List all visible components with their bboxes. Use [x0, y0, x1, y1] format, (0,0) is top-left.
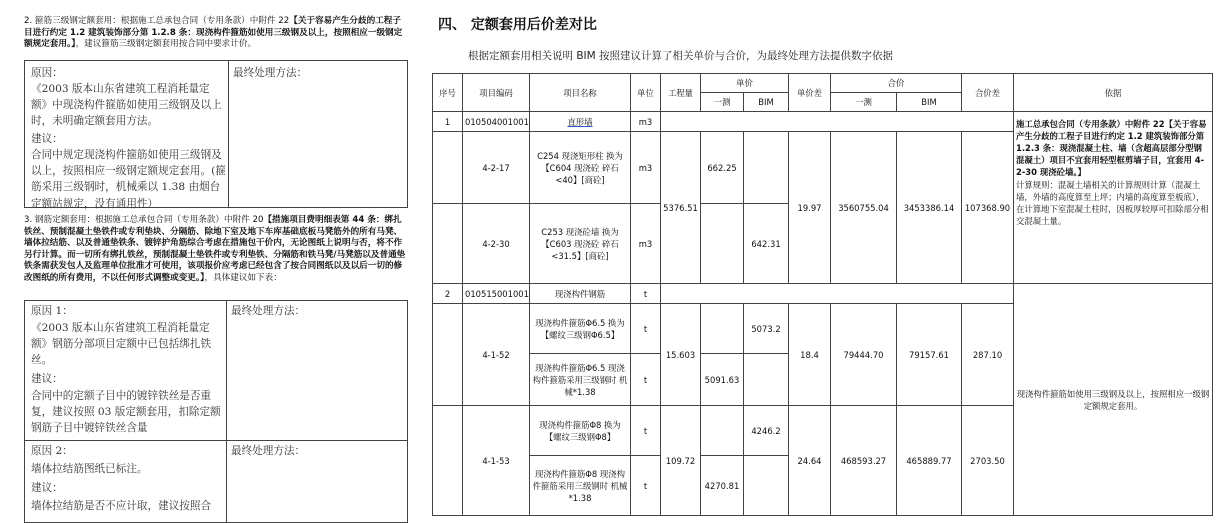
cell-unit-diff: 18.4 — [789, 304, 831, 406]
box2-reason2-text: 墙体拉结筋图纸已标注。 — [31, 463, 148, 475]
cell-name: 现浇构件箍筋Φ8 现浇构件箍筋采用三级钢时 机械*1.38 — [530, 456, 631, 516]
header-unit-price-side2: BIM — [744, 93, 789, 112]
cell-total-side1: 79444.70 — [831, 304, 897, 406]
header-code: 项目编码 — [463, 74, 530, 112]
header-basis: 依据 — [1014, 74, 1213, 112]
header-unit-diff: 单价差 — [789, 74, 831, 112]
cell-unit: m3 — [631, 132, 661, 204]
cell-total-diff: 2703.50 — [962, 406, 1014, 516]
cell-empty — [661, 112, 1014, 132]
box2-final-label-2: 最终处理方法： — [231, 445, 306, 457]
cell-code: 4-1-53 — [463, 406, 530, 516]
table-row — [433, 284, 1213, 304]
box1-final-label: 最终处理方法： — [233, 67, 308, 79]
cell-price-side2: 642.31 — [744, 204, 789, 284]
table-row — [433, 112, 1213, 132]
cell-total-side1: 468593.27 — [831, 406, 897, 516]
header-total-price-side1: 一测 — [831, 93, 897, 112]
cell-unit-diff: 24.64 — [789, 406, 831, 516]
right-page — [432, 0, 1229, 523]
cell-name: C253 现浇砼墙 换为【C603 现浇砼 碎石<31.5】[商砼] — [530, 204, 631, 284]
cell-seq: 1 — [433, 112, 463, 132]
section-heading: 四、 定额套用后价差对比 — [438, 17, 597, 33]
cell-code: 4-2-17 — [463, 132, 530, 204]
cell-code: 4-1-52 — [463, 304, 530, 406]
header-total-price: 合价 — [831, 74, 962, 93]
cell-qty: 109.72 — [661, 406, 701, 516]
cell-unit-diff: 19.97 — [789, 132, 831, 284]
price-comparison-table — [432, 73, 1213, 516]
box2-suggest1-text: 合同中的定额子目中的镀锌铁丝是否重复，建议按照 03 版定额套用，扣除定额钢筋子目中镀锌铁丝含量 — [31, 390, 221, 435]
item3-paragraph: 3. 钢筋定额套用：根据施工总承包合同（专用条款）中附件 20【措施项目费明细表第 44 条：绑扎铁丝、预制混凝土垫铁件或专利垫块、分隔筋、除地下室及地下车库基础底板马凳筋外的所有马凳、墙体拉结筋、以及普通垫铁条、镀锌护角筋综合考虑在措施包干价内，无论图纸上说明与否，将不作另行计算。而一切所有绑扎铁丝，预制混凝土垫铁件或专利垫铁、分隔筋和铁马凳/马凳筋以及普通垫铁条需获发包人及监理单位批准才可使用，该项报价应考虑已经包含了按合同图纸以及以后一切的修改图纸的所有费用，不以任何形式调整或变更。】，具体建议如下表： — [24, 215, 406, 283]
cell-unit: m3 — [631, 112, 661, 132]
box2-final-label: 最终处理方法： — [231, 305, 306, 317]
header-total-diff: 合价差 — [962, 74, 1014, 112]
cell-name: 直形墙 — [530, 112, 631, 132]
cell-qty: 15.603 — [661, 304, 701, 406]
cell-price-side2: 4246.2 — [744, 406, 789, 456]
header-unit: 单位 — [631, 74, 661, 112]
left-page — [0, 0, 420, 523]
cell-total-side2: 3453386.14 — [897, 132, 962, 284]
cell-total-side1: 3560755.04 — [831, 132, 897, 284]
cell-code: 010504001001 — [463, 112, 530, 132]
cell-name: 现浇构件箍筋Φ6.5 换为【螺纹三级钢Φ6.5】 — [530, 304, 631, 354]
box2-reason1-text: 《2003 版本山东省建筑工程消耗量定额》钢筋分部项目定额中已包括绑扎铁丝。 — [31, 322, 212, 367]
cell-unit: t — [631, 354, 661, 406]
cell-unit: t — [631, 456, 661, 516]
header-total-price-side2: BIM — [897, 93, 962, 112]
box2-reason1-label: 原因 1： — [31, 305, 73, 317]
cell-qty: 5376.51 — [661, 132, 701, 284]
cell-basis-2: 现浇构件箍筋如使用三级钢及以上，按照相应一级钢定额规定套用。 — [1014, 284, 1213, 516]
cell-total-diff: 287.10 — [962, 304, 1014, 406]
box1-reason-text: 《2003 版本山东省建筑工程消耗量定额》中现浇构件箍筋如使用三级钢及以上时，未明确定额套用方法。 — [31, 83, 222, 128]
header-unit-price: 单价 — [701, 74, 789, 93]
cell-seq: 2 — [433, 284, 463, 304]
cell-name: C254 现浇矩形柱 换为【C604 现浇砼 碎石<40】[商砼] — [530, 132, 631, 204]
cell-basis-1: 施工总承包合同（专用条款）中附件 22【关于容易产生分歧的工程子目进行约定 1.2 建筑装饰部分第 1.2.3 条：现浇混凝土柱、墙（含超高层部分型钢混凝土）项目不宜套用轻型框剪墙子目，宜套用 4-2-30 现浇砼墙。】 计算规则：混凝土墙相关的计算规则计算（混凝土墙，外墙的高度算至上坪；内墙的高度算至板底），在计算地下室混凝土柱时，因板厚较厚可扣除部分相交混凝土量。 — [1014, 112, 1213, 284]
header-qty: 工程量 — [661, 74, 701, 112]
cell-code: 010515001001 — [463, 284, 530, 304]
box1-suggest-label: 建议： — [31, 133, 63, 145]
box2-suggest-label: 建议： — [31, 373, 63, 385]
item2-paragraph: 2. 箍筋三级钢定额套用：根据施工总承包合同（专用条款）中附件 22【关于容易产生分歧的工程子目进行约定 1.2 建筑装饰部分第 1.2.8 条：现浇构件箍筋如使用三级钢及以上，按照相应一级钢定额规定套用。】，建议箍筋三级钢定额套用按合同中要求计价。 — [24, 16, 403, 50]
box2-reason2-label: 原因 2： — [31, 445, 73, 457]
box1-suggest-text: 合同中规定现浇构件箍筋如使用三级钢及以上，按照相应一级钢定额规定套用。(箍筋采用三级钢时，机械乘以 1.38 由烟台定额站规定，没有通用性） — [31, 149, 226, 210]
cell-total-side2: 465889.77 — [897, 406, 962, 516]
cell-unit: t — [631, 304, 661, 354]
cell-price-side2: 5073.2 — [744, 304, 789, 354]
cell-unit: m3 — [631, 204, 661, 284]
header-seq: 序号 — [433, 74, 463, 112]
cell-total-side2: 79157.61 — [897, 304, 962, 406]
cell-code: 4-2-30 — [463, 204, 530, 284]
cell-price-side1: 662.25 — [701, 132, 744, 204]
header-unit-price-side1: 一测 — [701, 93, 744, 112]
cell-unit: t — [631, 284, 661, 304]
box2-suggest2-label: 建议： — [31, 482, 63, 494]
cell-unit: t — [631, 406, 661, 456]
cell-name: 现浇构件钢筋 — [530, 284, 631, 304]
cell-name: 现浇构件箍筋Φ8 换为【螺纹三级钢Φ8】 — [530, 406, 631, 456]
box2-suggest2-text: 墙体拉结筋是否不应计取，建议按照合 — [31, 500, 212, 512]
section-intro: 根据定额套用相关说明 BIM 按照建议计算了相关单价与合价，为最终处理方法提供数字依据 — [468, 50, 894, 62]
box1-reason-label: 原因： — [31, 67, 63, 79]
cell-name: 现浇构件箍筋Φ6.5 现浇构件箍筋采用三级钢时 机械*1.38 — [530, 354, 631, 406]
cell-price-side1: 4270.81 — [701, 456, 744, 516]
cell-price-side1: 5091.63 — [701, 354, 744, 406]
header-name: 项目名称 — [530, 74, 631, 112]
cell-total-diff: 107368.90 — [962, 132, 1014, 284]
